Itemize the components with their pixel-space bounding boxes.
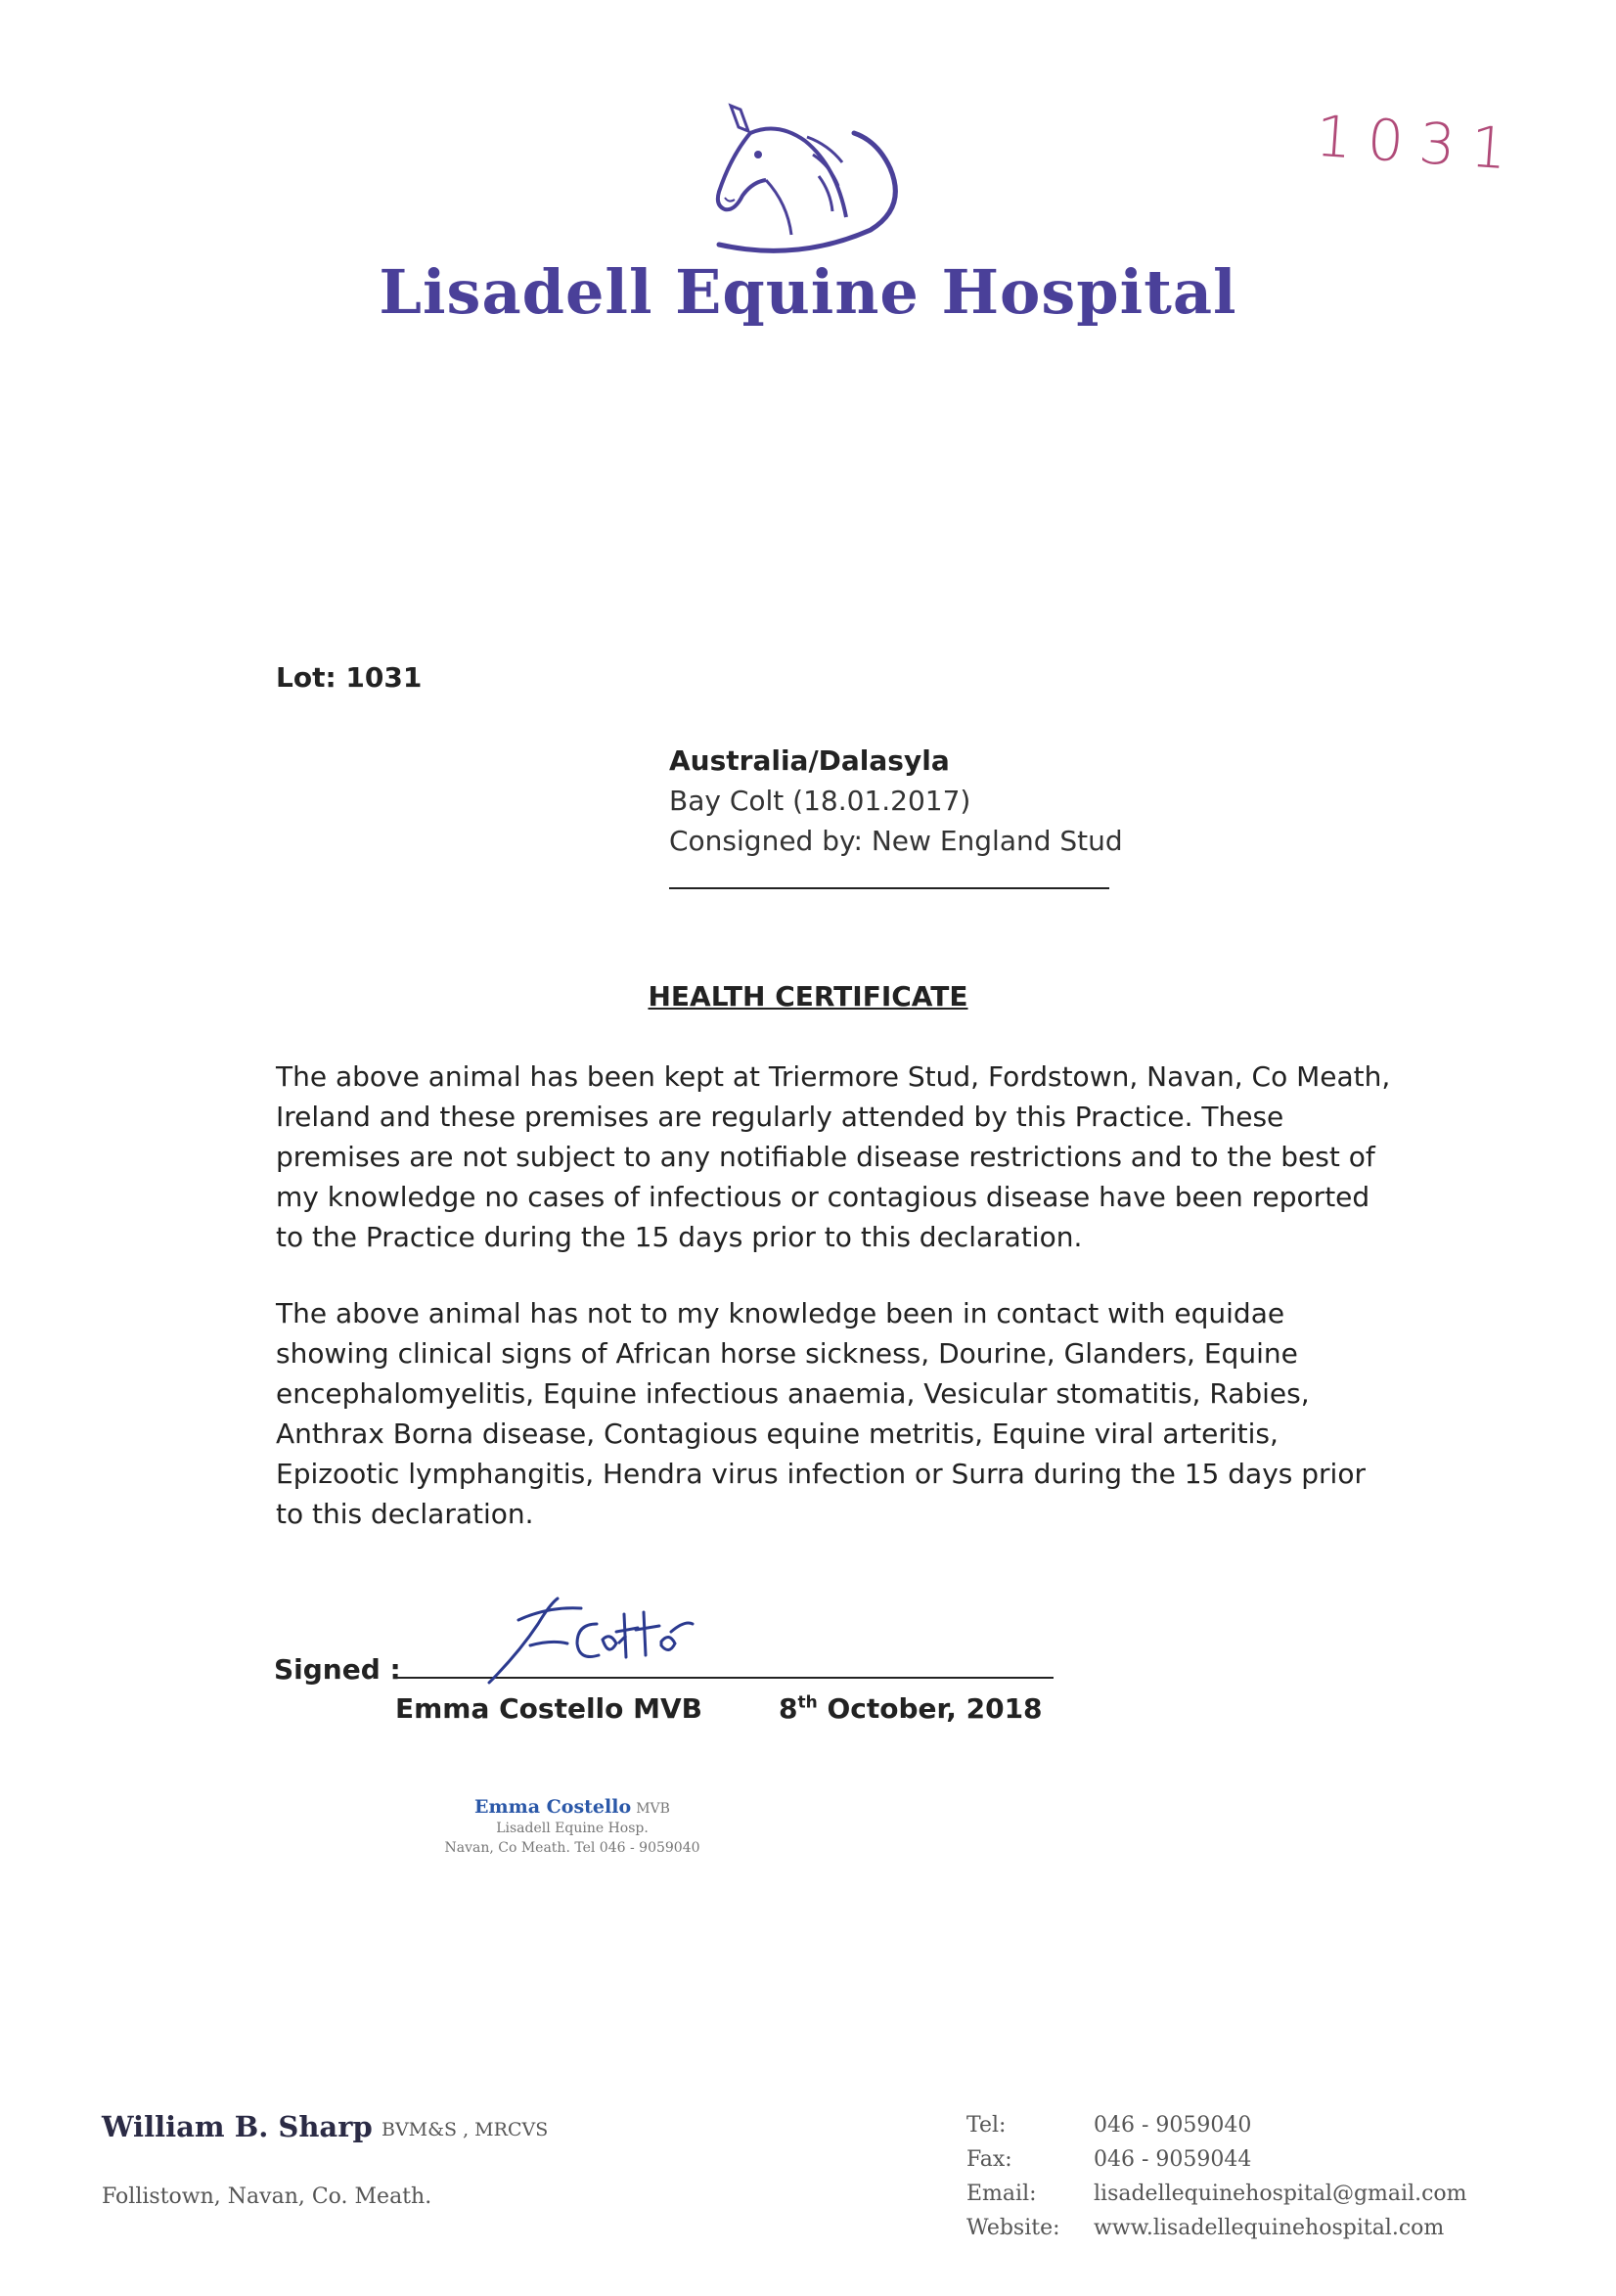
signature-date — [779, 1692, 1043, 1725]
date-suffix: th — [797, 1692, 818, 1713]
contact-block — [966, 2113, 1467, 2250]
stamp-suffix: MVB — [636, 1801, 670, 1817]
horse-name: Australia/Dalasyla — [669, 744, 950, 777]
vet-stamp — [430, 1796, 714, 1858]
lot-number: Lot: 1031 — [276, 661, 423, 694]
date-day: 8 — [779, 1692, 798, 1725]
footer-vet-name: William B. Sharp — [102, 2110, 373, 2143]
contact-value: lisadellequinehospital@gmail.com — [1094, 2182, 1467, 2206]
hospital-name: Lisadell Equine Hospital — [379, 256, 1237, 328]
contact-row-email — [966, 2182, 1467, 2216]
contact-value: 046 - 9059044 — [1094, 2147, 1252, 2172]
horse-description: Bay Colt (18.01.2017) — [669, 785, 971, 817]
signer-name: Emma Costello MVB — [395, 1692, 703, 1725]
certificate-paragraph-2: The above animal has not to my knowledge been in contact with equidae showing clinical signs of African horse sickness, Dourine, Glanders, Equine encephalomyelitis, Equine infectious anaemia, Vesicular stomatitis, Rabies, Anthrax Borna disease, Contagious equine metritis, Equine viral arteritis, Epizootic lymphangitis, Hendra virus infection or Surra during the 15 days prior to this declaration. — [276, 1297, 1366, 1530]
horse-head-logo-icon — [690, 98, 915, 259]
contact-row-tel — [966, 2113, 1467, 2147]
contact-label: Fax: — [966, 2147, 1012, 2172]
signed-label: Signed : — [274, 1653, 401, 1686]
horse-details — [669, 741, 1123, 861]
date-rest: October, 2018 — [817, 1692, 1043, 1725]
contact-value: www.lisadellequinehospital.com — [1094, 2216, 1445, 2240]
stamp-line-2: Navan, Co Meath. Tel 046 - 9059040 — [444, 1840, 700, 1856]
stamp-name: Emma Costello — [474, 1796, 632, 1818]
footer-address: Follistown, Navan, Co. Meath. — [102, 2184, 432, 2209]
contact-label: Website: — [966, 2216, 1060, 2240]
certificate-paragraph-1: The above animal has been kept at Triermore Stud, Fordstown, Navan, Co Meath, Ireland and these premises are regularly attended by this Practice. These premises are not subject to any notifiable disease restrictions and to the best of my knowledge no cases of infectious or contagious disease have been reported to the Practice during the 15 days prior to this declaration. — [276, 1060, 1391, 1253]
footer-qualifications: BVM&S , MRCVS — [382, 2119, 549, 2140]
contact-label: Email: — [966, 2182, 1037, 2206]
consignor: Consigned by: New England Stud — [669, 825, 1123, 857]
contact-value: 046 - 9059040 — [1094, 2113, 1252, 2138]
divider — [669, 887, 1109, 889]
handwritten-lot-number: 1031 — [1313, 102, 1525, 184]
certificate-heading: HEALTH CERTIFICATE — [648, 980, 968, 1013]
stamp-line-1: Lisadell Equine Hosp. — [496, 1821, 649, 1836]
handwritten-signature — [479, 1585, 695, 1692]
contact-row-website — [966, 2216, 1467, 2250]
contact-row-fax — [966, 2147, 1467, 2182]
contact-label: Tel: — [966, 2113, 1007, 2138]
